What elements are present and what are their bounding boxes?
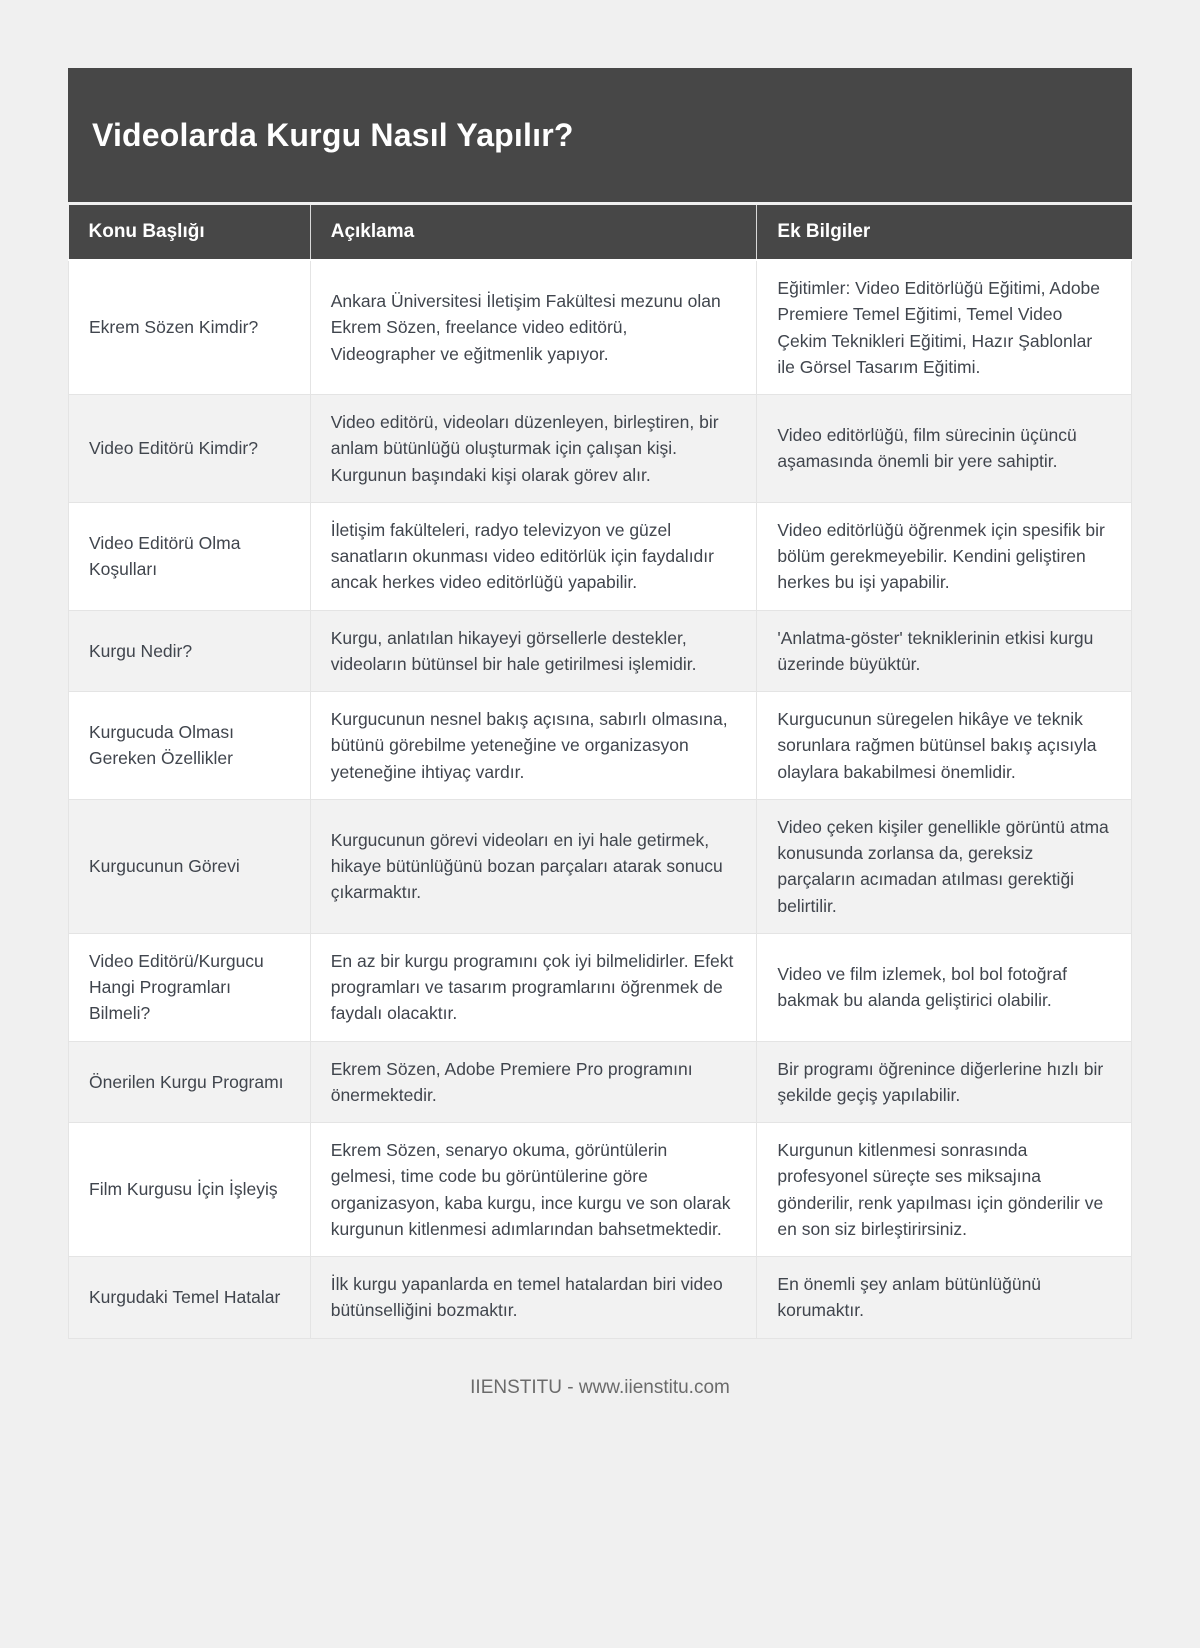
topic-cell: Önerilen Kurgu Programı <box>69 1041 311 1123</box>
description-cell: Ekrem Sözen, Adobe Premiere Pro programını önermektedir. <box>310 1041 757 1123</box>
table-header-row <box>69 205 1132 260</box>
description-cell: Ekrem Sözen, senaryo okuma, görüntülerin gelmesi, time code bu görüntülerine göre organizasyon, kaba kurgu, ince kurgu ve son olarak kurgunun kitlenmesi adımlarından bahsetmektedir. <box>310 1123 757 1257</box>
topic-cell: Video Editörü Kimdir? <box>69 395 311 503</box>
extra-cell: Video editörlüğü, film sürecinin üçüncü aşamasında önemli bir yere sahiptir. <box>757 395 1132 503</box>
extra-cell: Bir programı öğrenince diğerlerine hızlı bir şekilde geçiş yapılabilir. <box>757 1041 1132 1123</box>
description-cell: İlk kurgu yapanlarda en temel hatalardan biri video bütünselliğini bozmaktır. <box>310 1257 757 1339</box>
table-row <box>69 1123 1132 1257</box>
content-card <box>68 68 1132 1339</box>
table-row <box>69 933 1132 1041</box>
extra-cell: Video ve film izlemek, bol bol fotoğraf bakmak bu alanda geliştirici olabilir. <box>757 933 1132 1041</box>
description-cell: Kurgu, anlatılan hikayeyi görsellerle destekler, videoların bütünsel bir hale getirilmesi işlemidir. <box>310 610 757 692</box>
table-header <box>69 205 1132 260</box>
topic-cell: Kurgu Nedir? <box>69 610 311 692</box>
title-bar <box>68 68 1132 202</box>
table-row <box>69 260 1132 395</box>
topic-cell: Film Kurgusu İçin İşleyiş <box>69 1123 311 1257</box>
table-row <box>69 395 1132 503</box>
table-body <box>69 260 1132 1338</box>
extra-cell: Video editörlüğü öğrenmek için spesifik bir bölüm gerekmeyebilir. Kendini geliştiren herkes bu işi yapabilir. <box>757 502 1132 610</box>
column-header-topic: Konu Başlığı <box>69 205 311 260</box>
topic-cell: Ekrem Sözen Kimdir? <box>69 260 311 395</box>
extra-cell: Video çeken kişiler genellikle görüntü atma konusunda zorlansa da, gereksiz parçaların acımadan atılması gerektiği belirtilir. <box>757 799 1132 933</box>
description-cell: Kurgucunun nesnel bakış açısına, sabırlı olmasına, bütünü görebilme yeteneğine ve organizasyon yeteneğine ihtiyaç vardır. <box>310 692 757 800</box>
description-cell: İletişim fakülteleri, radyo televizyon ve güzel sanatların okunması video editörlük için faydalıdır ancak herkes video editörlüğü yapabilir. <box>310 502 757 610</box>
topic-cell: Kurgucunun Görevi <box>69 799 311 933</box>
column-header-extra: Ek Bilgiler <box>757 205 1132 260</box>
extra-cell: 'Anlatma-göster' tekniklerinin etkisi kurgu üzerinde büyüktür. <box>757 610 1132 692</box>
extra-cell: Eğitimler: Video Editörlüğü Eğitimi, Adobe Premiere Temel Eğitimi, Temel Video Çekim Teknikleri Eğitimi, Hazır Şablonlar ile Görsel Tasarım Eğitimi. <box>757 260 1132 395</box>
topic-cell: Video Editörü/Kurgucu Hangi Programları Bilmeli? <box>69 933 311 1041</box>
topic-cell: Kurgudaki Temel Hatalar <box>69 1257 311 1339</box>
description-cell: En az bir kurgu programını çok iyi bilmelidirler. Efekt programları ve tasarım programlarını öğrenmek de faydalı olacaktır. <box>310 933 757 1041</box>
extra-cell: Kurgunun kitlenmesi sonrasında profesyonel süreçte ses miksajına gönderilir, renk yapılması için gönderilir ve en son siz birleştirirsiniz. <box>757 1123 1132 1257</box>
extra-cell: En önemli şey anlam bütünlüğünü korumaktır. <box>757 1257 1132 1339</box>
description-cell: Video editörü, videoları düzenleyen, birleştiren, bir anlam bütünlüğü oluşturmak için çalışan kişi. Kurgunun başındaki kişi olarak görev alır. <box>310 395 757 503</box>
content-table <box>68 205 1132 1339</box>
table-row <box>69 799 1132 933</box>
topic-cell: Video Editörü Olma Koşulları <box>69 502 311 610</box>
description-cell: Ankara Üniversitesi İletişim Fakültesi mezunu olan Ekrem Sözen, freelance video editörü, Videographer ve eğitmenlik yapıyor. <box>310 260 757 395</box>
footer-brand: IIENSTITU - www.iienstitu.com <box>470 1376 730 1398</box>
description-cell: Kurgucunun görevi videoları en iyi hale getirmek, hikaye bütünlüğünü bozan parçaları atarak sonucu çıkarmaktır. <box>310 799 757 933</box>
column-header-description: Açıklama <box>310 205 757 260</box>
page-title: Videolarda Kurgu Nasıl Yapılır? <box>92 116 574 153</box>
table-row <box>69 610 1132 692</box>
topic-cell: Kurgucuda Olması Gereken Özellikler <box>69 692 311 800</box>
extra-cell: Kurgucunun süregelen hikâye ve teknik sorunlara rağmen bütünsel bakış açısıyla olaylara bakabilmesi önemlidir. <box>757 692 1132 800</box>
table-row <box>69 692 1132 800</box>
table-row <box>69 1257 1132 1339</box>
table-row <box>69 1041 1132 1123</box>
table-row <box>69 502 1132 610</box>
